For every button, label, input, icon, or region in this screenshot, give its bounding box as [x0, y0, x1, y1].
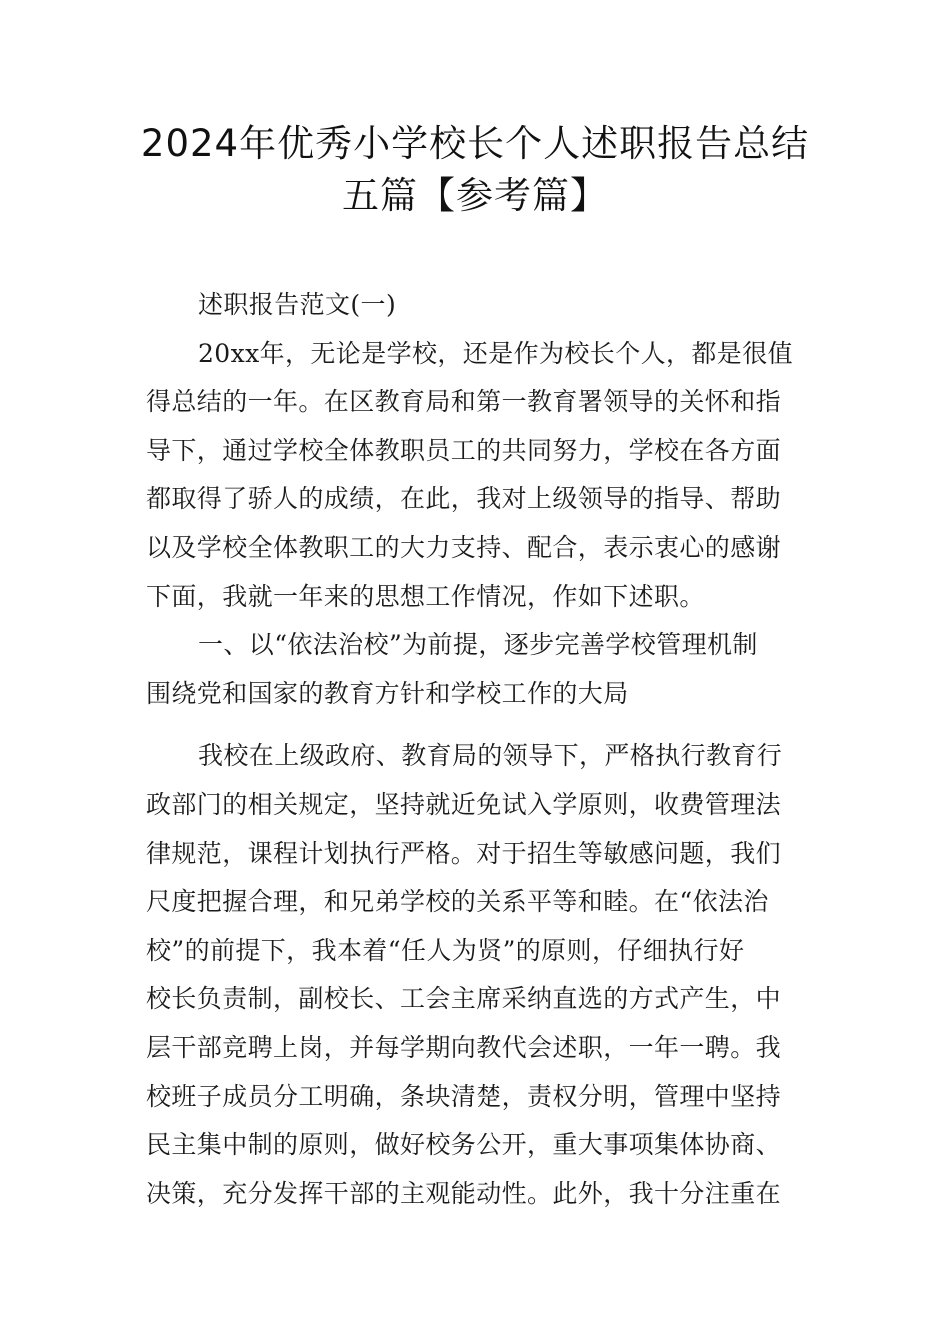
paragraph-line: 校班子成员分工明确，条块清楚，责权分明，管理中坚持	[146, 1081, 782, 1111]
paragraph-line: 下面，我就一年来的思想工作情况，作如下述职。	[146, 581, 705, 611]
paragraph-line: 导下，通过学校全体教职员工的共同努力，学校在各方面	[146, 435, 782, 465]
paragraph-line: 层干部竞聘上岗，并每学期向教代会述职，一年一聘。我	[146, 1032, 782, 1062]
subheading-line: 围绕党和国家的教育方针和学校工作的大局	[146, 678, 629, 708]
paragraph-line: 民主集中制的原则，做好校务公开，重大事项集体协商、	[146, 1130, 782, 1160]
paragraph-gap	[146, 718, 806, 732]
paragraph-line: 20xx年，无论是学校，还是作为校长个人，都是很值	[198, 338, 794, 368]
paragraph-line: 都取得了骄人的成绩，在此，我对上级领导的指导、帮助	[146, 484, 782, 514]
paragraph-line: 决策，充分发挥干部的主观能动性。此外，我十分注重在	[146, 1178, 782, 1208]
paragraph-line: 尺度把握合理，和兄弟学校的关系平等和睦。在“依法治	[146, 887, 769, 917]
paragraph-line: 校长负责制，副校长、工会主席采纳直选的方式产生，中	[146, 984, 782, 1014]
paragraph-line: 得总结的一年。在区教育局和第一教育署领导的关怀和指	[146, 387, 782, 417]
title-line-1: 2024年优秀小学校长个人述职报告总结	[140, 122, 810, 165]
document-title	[120, 118, 830, 222]
document-body	[146, 281, 806, 1218]
paragraph-line: 我校在上级政府、教育局的领导下，严格执行教育行	[198, 741, 783, 771]
paragraph-line: 政部门的相关规定，坚持就近免试入学原则，收费管理法	[146, 789, 782, 819]
subheading-line: 一、以“依法治校”为前提，逐步完善学校管理机制	[198, 630, 758, 660]
paragraph-line: 律规范，课程计划执行严格。对于招生等敏感问题，我们	[146, 838, 782, 868]
paragraph-line: 以及学校全体教职工的大力支持、配合，表示衷心的感谢	[146, 532, 782, 562]
paragraph-line: 校”的前提下，我本着“任人为贤”的原则，仔细执行好	[146, 935, 745, 965]
section-heading: 述职报告范文(一)	[198, 290, 397, 319]
title-line-2: 五篇【参考篇】	[342, 174, 608, 217]
